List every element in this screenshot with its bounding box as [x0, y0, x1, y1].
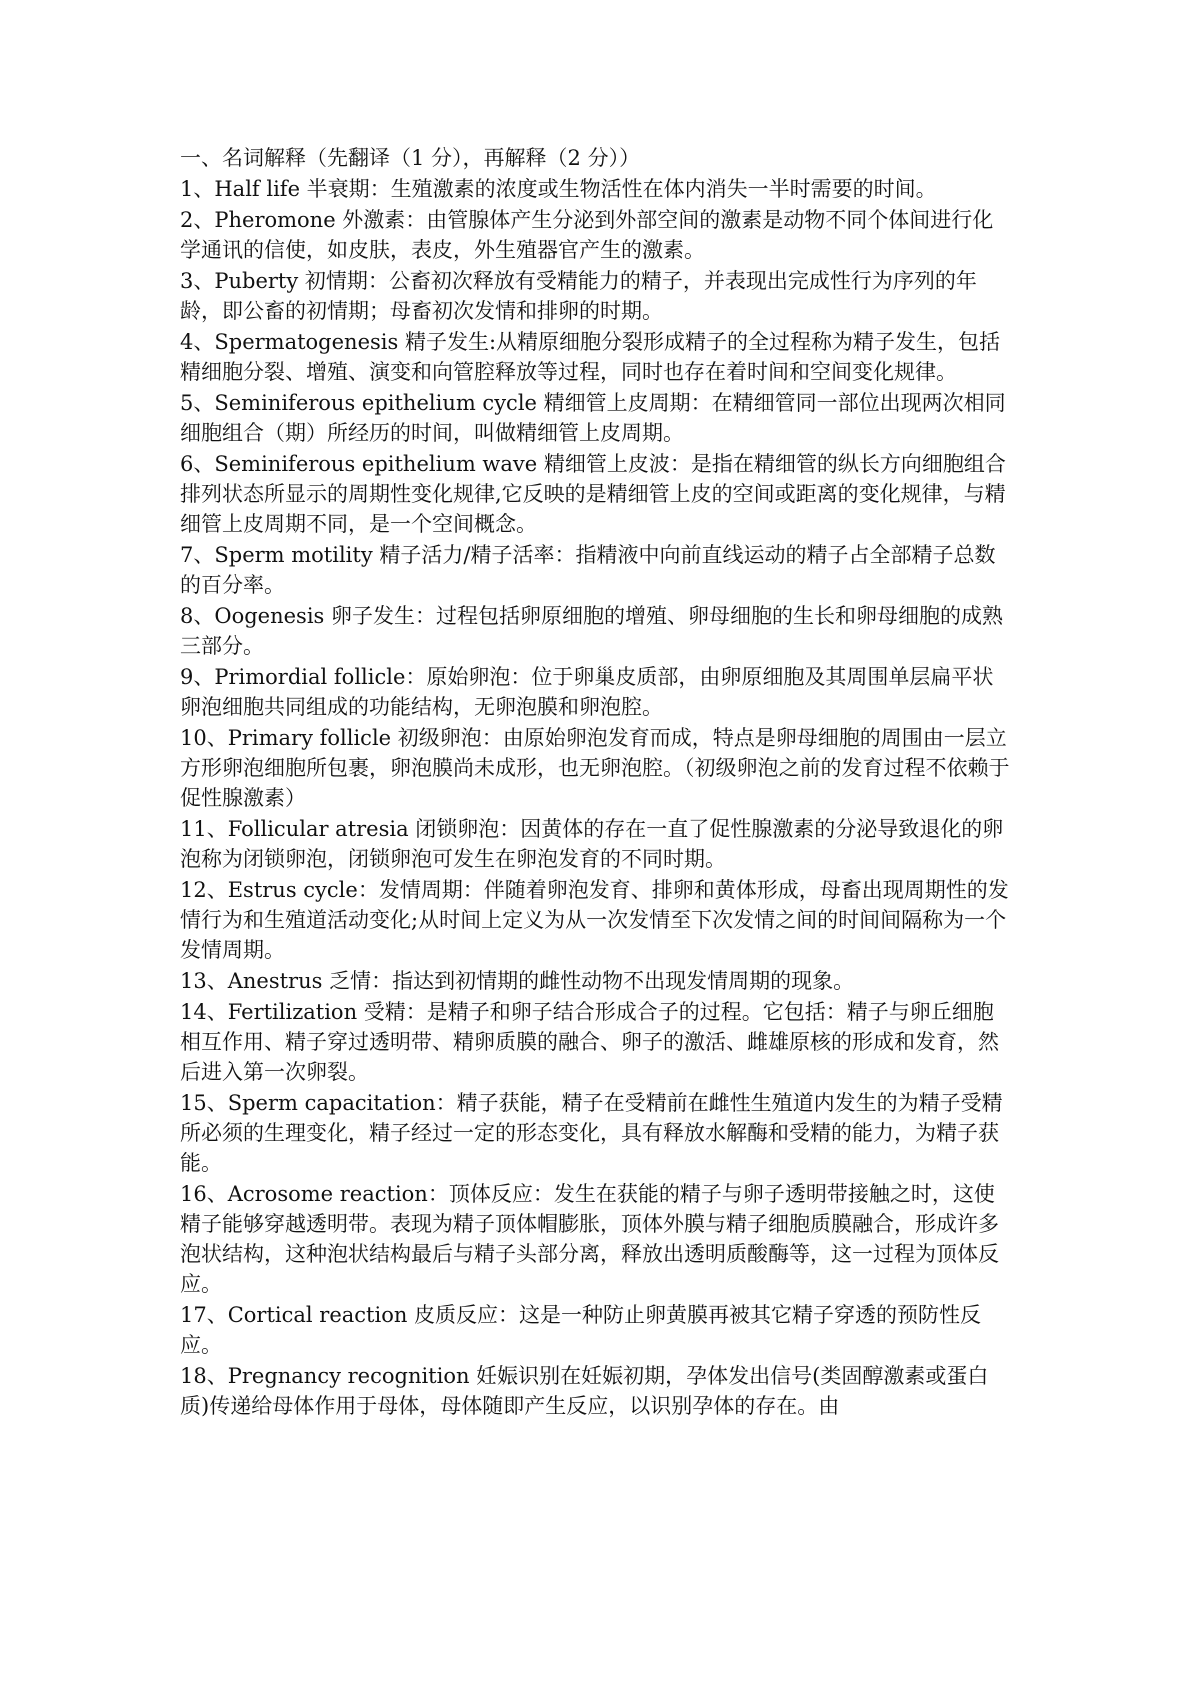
definition-puberty: 3、Puberty 初情期：公畜初次释放有受精能力的精子，并表现出完成性行为序列的年龄，即公畜的初情期；母畜初次发情和排卵的时期。 — [180, 269, 977, 323]
definition-sperm-motility: 7、Sperm motility 精子活力/精子活率：指精液中向前直线运动的精子占全部精子总数的百分率。 — [180, 543, 996, 597]
definition-seminiferous-epithelium-cycle: 5、Seminiferous epithelium cycle 精细管上皮周期：在精细管同一部位出现两次相同细胞组合（期）所经历的时间，叫做精细管上皮周期。 — [180, 391, 1006, 445]
definition-primordial-follicle: 9、Primordial follicle：原始卵泡：位于卵巢皮质部，由卵原细胞及其周围单层扁平状卵泡细胞共同组成的功能结构，无卵泡膜和卵泡腔。 — [180, 665, 994, 719]
definition-cortical-reaction: 17、Cortical reaction 皮质反应：这是一种防止卵黄膜再被其它精子穿透的预防性反应。 — [180, 1303, 982, 1357]
definition-primary-follicle: 10、Primary follicle 初级卵泡：由原始卵泡发育而成，特点是卵母细胞的周围由一层立方形卵泡细胞所包裹，卵泡膜尚未成形，也无卵泡腔。（初级卵泡之前的发育过程不依赖于促性腺激素） — [180, 726, 1010, 810]
definition-anestrus: 13、Anestrus 乏情：指达到初情期的雌性动物不出现发情周期的现象。 — [180, 969, 855, 993]
definition-pregnancy-recognition: 18、Pregnancy recognition 妊娠识别在妊娠初期，孕体发出信号(类固醇激素或蛋白质)传递给母体作用于母体，母体随即产生反应，以识别孕体的存在。由 — [180, 1364, 989, 1418]
document-page — [180, 143, 1010, 1422]
definition-sperm-capacitation: 15、Sperm capacitation：精子获能，精子在受精前在雌性生殖道内发生的为精子受精所必须的生理变化，精子经过一定的形态变化，具有释放水解酶和受精的能力，为精子获能。 — [180, 1091, 1003, 1175]
definition-estrus-cycle: 12、Estrus cycle：发情周期：伴随着卵泡发育、排卵和黄体形成，母畜出现周期性的发情行为和生殖道活动变化;从时间上定义为从一次发情至下次发情之间的时间间隔称为一个发情周期。 — [180, 878, 1009, 962]
definition-fertilization: 14、Fertilization 受精：是精子和卵子结合形成合子的过程。它包括：精子与卵丘细胞相互作用、精子穿过透明带、精卵质膜的融合、卵子的激活、雌雄原核的形成和发育，然后进入第一次卵裂。 — [180, 1000, 999, 1084]
definition-acrosome-reaction: 16、Acrosome reaction：顶体反应：发生在获能的精子与卵子透明带接触之时，这使精子能够穿越透明带。表现为精子顶体帽膨胀，顶体外膜与精子细胞质膜融合，形成许多泡状结构，这种泡状结构最后与精子头部分离，释放出透明质酸酶等，这一过程为顶体反应。 — [180, 1182, 999, 1296]
definition-pheromone: 2、Pheromone 外激素：由管腺体产生分泌到外部空间的激素是动物不同个体间进行化学通讯的信使，如皮肤，表皮，外生殖器官产生的激素。 — [180, 208, 994, 262]
definition-oogenesis: 8、Oogenesis 卵子发生：过程包括卵原细胞的增殖、卵母细胞的生长和卵母细胞的成熟三部分。 — [180, 604, 1003, 658]
definition-seminiferous-epithelium-wave: 6、Seminiferous epithelium wave 精细管上皮波：是指在精细管的纵长方向细胞组合排列状态所显示的周期性变化规律,它反映的是精细管上皮的空间或距离的变化规律，与精细管上皮周期不同，是一个空间概念。 — [180, 452, 1006, 536]
section-heading: 一、名词解释（先翻译（1 分），再解释（2 分）） — [180, 146, 641, 170]
definition-half-life: 1、Half life 半衰期：生殖激素的浓度或生物活性在体内消失一半时需要的时间。 — [180, 177, 937, 201]
definition-spermatogenesis: 4、Spermatogenesis 精子发生:从精原细胞分裂形成精子的全过程称为精子发生，包括精细胞分裂、增殖、演变和向管腔释放等过程，同时也存在着时间和空间变化规律。 — [180, 330, 1001, 384]
definition-follicular-atresia: 11、Follicular atresia 闭锁卵泡：因黄体的存在一直了促性腺激素的分泌导致退化的卵泡称为闭锁卵泡，闭锁卵泡可发生在卵泡发育的不同时期。 — [180, 817, 1004, 871]
